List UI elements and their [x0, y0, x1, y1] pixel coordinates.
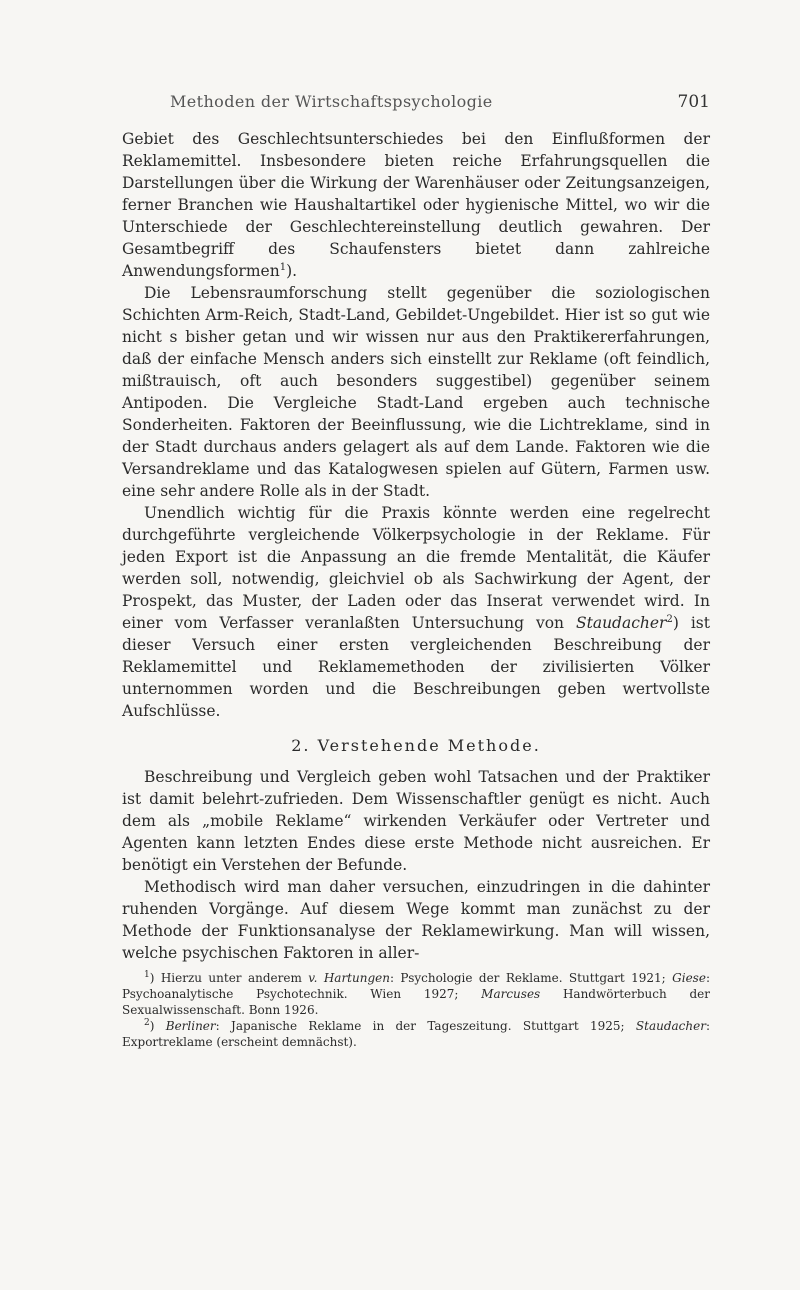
footnote-1-text-a: ) Hierzu unter anderem: [149, 971, 309, 985]
footnote-1-text-d: Handwörterbuch der Sexualwissenschaft. Bonn 1926.: [122, 987, 711, 1017]
footnote-1: [122, 970, 710, 1018]
paragraph-5: Methodisch wird man daher versuchen, einzudringen in die dahinter ruhenden Vorgänge. Auf diesem Wege kommt man zunächst zu der Methode der Funktionsanalyse der Reklamewirkung. Man will wissen, welche psychischen Faktoren in aller-: [122, 878, 710, 962]
footnote-1-author-hartungen: v. Hartungen: [308, 971, 390, 985]
footnote-2-text-b: : Japanische Reklame in der Tageszeitung. Stuttgart 1925;: [215, 1019, 636, 1033]
footnote-2-text-a: ): [149, 1019, 166, 1033]
body-text: [122, 128, 710, 1050]
cited-author-staudacher: Staudacher: [575, 614, 667, 632]
running-title: Methoden der Wirtschaftspsychologie: [170, 92, 493, 111]
footnote-2: [122, 1018, 710, 1050]
footnote-2-number: 2: [144, 1018, 150, 1028]
footnotes: [122, 970, 710, 1050]
footnote-1-number: 1: [144, 970, 150, 980]
footnote-1-author-marcuses: Marcuses: [481, 987, 541, 1001]
footnote-1-author-giese: Giese: [672, 971, 706, 985]
paragraph-1-end: ).: [286, 262, 298, 280]
page-header: [170, 92, 710, 116]
paragraph-4: Beschreibung und Vergleich geben wohl Tatsachen und der Praktiker ist damit belehrt-zufrieden. Dem Wissenschaftler genügt es nicht. Auch dem als „mobile Reklame“ wirkenden Verkäufer oder Vertreter und Agenten kann letzten Endes diese erste Methode nicht ausreichen. Er benötigt ein Verstehen der Befunde.: [122, 768, 710, 874]
footnote-2-author-staudacher: Staudacher: [635, 1019, 706, 1033]
paragraph-1-text: Gebiet des Geschlechtsunterschiedes bei den Einflußformen der Reklamemittel. Insbesondere bieten reiche Erfahrungsquellen die Darstellungen über die Wirkung der Warenhäuser oder Zeitungsanzeigen, ferner Branchen wie Haushaltartikel oder hygienische Mittel, wo wir die Unterschiede der Geschlechtereinstellung deutlich gewahren. Der Gesamtbegriff des Schaufensters bietet dann zahlreiche Anwendungsformen: [122, 130, 710, 280]
paragraph-3: [122, 502, 710, 722]
paragraph-3-text-b: ) ist dieser Versuch einer ersten vergleichenden Beschreibung der Reklamemittel und Reklamemethoden der zivilisierten Völker unternommen worden und die Beschreibungen geben wertvollste Aufschlüsse.: [122, 614, 710, 720]
footnote-2-text-c: : Exportreklame (erscheint demnächst).: [122, 1019, 711, 1049]
footnote-2-author-berliner: Berliner: [165, 1019, 216, 1033]
section-heading: 2. Verstehende Methode.: [291, 736, 541, 755]
paragraph-2: Die Lebensraumforschung stellt gegenüber die soziologischen Schichten Arm-Reich, Stadt-Land, Gebildet-Ungebildet. Hier ist so gut wie nicht s bisher getan und wir wissen nur aus den Praktikererfahrungen, daß der einfache Mensch anders sich einstellt zur Reklame (oft feindlich, mißtrauisch, oft auch besonders suggestibel) gegenüber seinem Antipoden. Die Vergleiche Stadt-Land ergeben auch technische Sonderheiten. Faktoren der Beeinflussung, wie die Lichtreklame, sind in der Stadt durchaus anders gelagert als auf dem Lande. Faktoren wie die Versandreklame und das Katalogwesen spielen auf Gütern, Farmen usw. eine sehr andere Rolle als in der Stadt.: [122, 284, 710, 500]
footnote-1-text-b: : Psychologie der Reklame. Stuttgart 1921;: [389, 971, 673, 985]
footnote-1-text-c: : Psychoanalytische Psychotechnik. Wien 1927;: [122, 971, 710, 1001]
paragraph-3-text-a: Unendlich wichtig für die Praxis könnte werden eine regelrecht durchgeführte vergleichende Völkerpsychologie in der Reklame. Für jeden Export ist die Anpassung an die fremde Mentalität, die Käufer werden soll, notwendig, gleichviel ob als Sachwirkung der Agent, der Prospekt, das Muster, der Laden oder das Inserat verwendet wird. In einer vom Verfasser veranlaßten Untersuchung von: [122, 504, 710, 632]
footnote-ref-2: 2: [666, 613, 673, 625]
page-number: 701: [677, 92, 710, 112]
footnote-ref-1: 1: [279, 261, 287, 273]
paragraph-1: [122, 128, 710, 282]
